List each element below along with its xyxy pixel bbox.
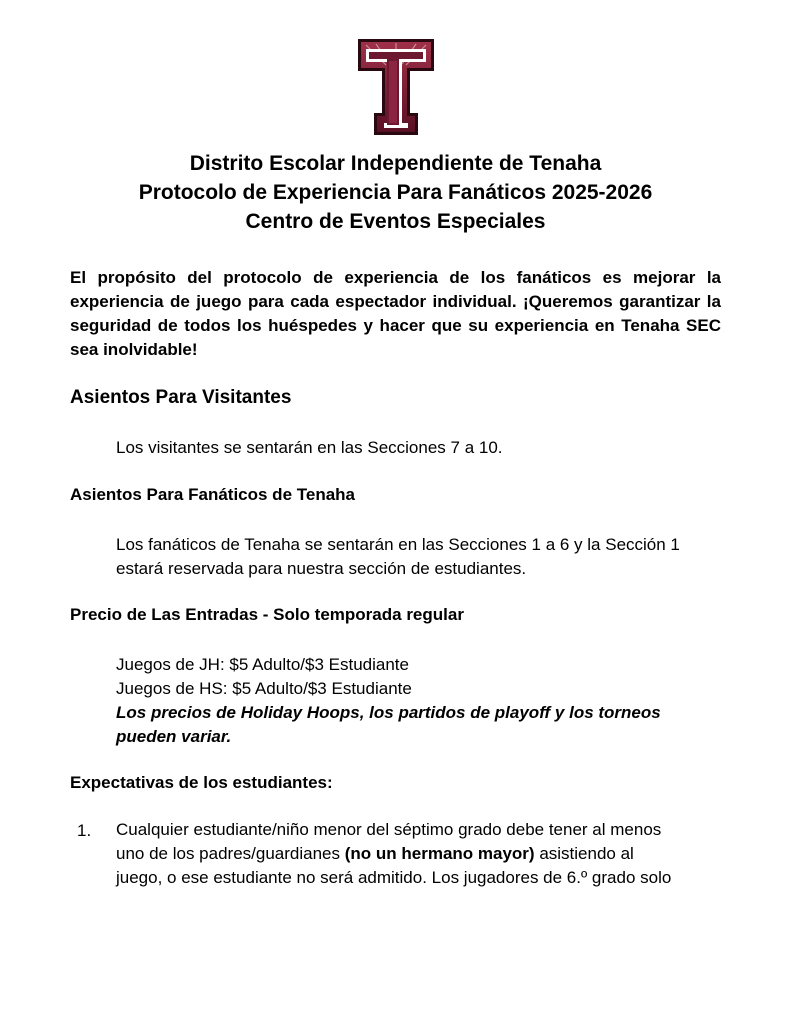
list-item-line-1: Cualquier estudiante/niño menor del séptimo grado debe tener al menos — [116, 820, 662, 839]
list-item-line-2 — [116, 842, 716, 866]
ticket-prices-heading: Precio de Las Entradas - Solo temporada regular — [70, 605, 464, 624]
list-item-line-2-end: asistiendo al — [534, 844, 634, 863]
home-seating-line-2: estará reservada para nuestra sección de estudiantes. — [116, 559, 527, 578]
list-item-line-2-bold: (no un hermano mayor) — [344, 844, 535, 863]
hs-price: Juegos de HS: $5 Adulto/$3 Estudiante — [116, 679, 412, 698]
intro-line: experiencia de juego para cada espectador individual. ¡Queremos — [70, 292, 613, 311]
document-title — [0, 149, 791, 236]
price-note-line-2: pueden variar. — [116, 727, 232, 746]
intro-line: El propósito del protocolo de experiencia de los fanáticos es mejorar la — [70, 268, 721, 287]
visitor-seating-heading: Asientos Para Visitantes — [70, 387, 292, 408]
list-item-line-3: juego, o ese estudiante no será admitido. Los jugadores de 6.º grado solo — [116, 868, 672, 887]
title-line-3: Centro de Eventos Especiales — [245, 210, 546, 233]
jh-price: Juegos de JH: $5 Adulto/$3 Estudiante — [116, 655, 409, 674]
intro-line: en Tenaha SEC sea inolvidable! — [70, 316, 722, 359]
list-item-number: 1. — [77, 821, 92, 840]
list-item — [116, 818, 716, 890]
visitor-seating-text: Los visitantes se sentarán en las Secciones 7 a 10. — [116, 438, 503, 457]
list-item-line-2-start: uno de los padres/guardianes — [116, 844, 345, 863]
home-seating-heading: Asientos Para Fanáticos de Tenaha — [70, 485, 355, 504]
intro-line: garantizar la seguridad de todos los huéspedes y hacer que su experiencia — [70, 292, 721, 335]
student-expectations-heading: Expectativas de los estudiantes: — [70, 773, 333, 792]
intro-paragraph — [70, 266, 721, 362]
title-line-1: Distrito Escolar Independiente de Tenaha — [189, 152, 602, 175]
home-seating-line-1: Los fanáticos de Tenaha se sentarán en las Secciones 1 a 6 y la Sección 1 — [116, 535, 680, 554]
tenaha-logo — [356, 37, 436, 137]
price-note-line-1: Los precios de Holiday Hoops, los partidos de playoff y los torneos — [116, 703, 661, 722]
title-line-2: Protocolo de Experiencia Para Fanáticos 2025-2026 — [138, 181, 653, 204]
